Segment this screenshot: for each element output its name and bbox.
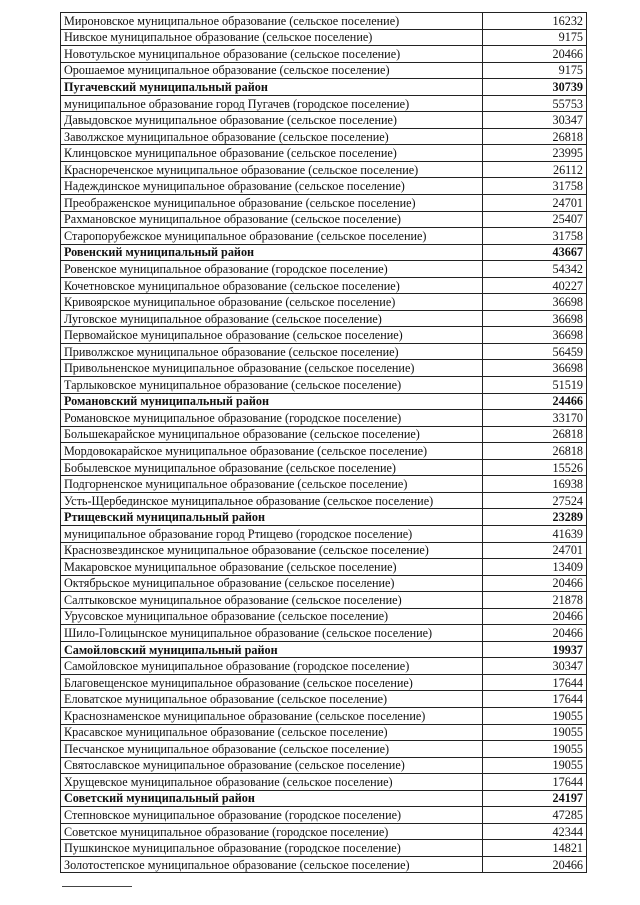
table-row: [61, 658, 587, 675]
district-row: [61, 79, 587, 96]
footnote-rule: [62, 886, 132, 887]
municipality-value: 20466: [483, 575, 587, 592]
municipality-name: Преображенское муниципальное образование (сельское поселение): [61, 195, 483, 212]
municipality-name: Красавское муниципальное образование (сельское поселение): [61, 724, 483, 741]
municipality-value: 17644: [483, 774, 587, 791]
district-name: Самойловский муниципальный район: [61, 641, 483, 658]
municipality-value: 23995: [483, 145, 587, 162]
municipality-value: 17644: [483, 674, 587, 691]
table-row: [61, 443, 587, 460]
municipality-value: 36698: [483, 310, 587, 327]
municipality-name: Надеждинское муниципальное образование (сельское поселение): [61, 178, 483, 195]
table-row: [61, 62, 587, 79]
table-row: [61, 360, 587, 377]
municipality-name: Макаровское муниципальное образование (сельское поселение): [61, 559, 483, 576]
municipality-name: муниципальное образование город Ртищево (городское поселение): [61, 525, 483, 542]
table-row: [61, 161, 587, 178]
district-name: Советский муниципальный район: [61, 790, 483, 807]
municipality-name: Салтыковское муниципальное образование (сельское поселение): [61, 592, 483, 609]
municipality-value: 26818: [483, 426, 587, 443]
table-row: [61, 707, 587, 724]
municipality-name: Заволжское муниципальное образование (сельское поселение): [61, 128, 483, 145]
table-row: [61, 277, 587, 294]
district-value: 30739: [483, 79, 587, 96]
municipality-name: Песчанское муниципальное образование (сельское поселение): [61, 741, 483, 758]
district-name: Пугачевский муниципальный район: [61, 79, 483, 96]
district-value: 24197: [483, 790, 587, 807]
table-row: [61, 261, 587, 278]
municipality-value: 31758: [483, 178, 587, 195]
municipality-name: Шило-Голицынское муниципальное образование (сельское поселение): [61, 625, 483, 642]
municipality-name: Ровенское муниципальное образование (городское поселение): [61, 261, 483, 278]
municipal-table: [60, 12, 587, 873]
municipality-value: 51519: [483, 377, 587, 394]
table-row: [61, 757, 587, 774]
municipality-name: Давыдовское муниципальное образование (сельское поселение): [61, 112, 483, 129]
table-row: [61, 29, 587, 46]
municipality-name: Святославское муниципальное образование (сельское поселение): [61, 757, 483, 774]
table-row: [61, 128, 587, 145]
table-row: [61, 410, 587, 427]
table-row: [61, 625, 587, 642]
district-value: 43667: [483, 244, 587, 261]
municipality-name: Мордовокарайское муниципальное образование (сельское поселение): [61, 443, 483, 460]
municipality-value: 36698: [483, 327, 587, 344]
table-row: [61, 807, 587, 824]
municipality-value: 55753: [483, 95, 587, 112]
municipality-value: 15526: [483, 459, 587, 476]
table-row: [61, 310, 587, 327]
table-row: [61, 774, 587, 791]
table-row: [61, 840, 587, 857]
district-row: [61, 509, 587, 526]
municipality-value: 13409: [483, 559, 587, 576]
municipality-name: Пушкинское муниципальное образование (городское поселение): [61, 840, 483, 857]
district-name: Ровенский муниципальный район: [61, 244, 483, 261]
municipality-name: Нивское муниципальное образование (сельское поселение): [61, 29, 483, 46]
table-row: [61, 46, 587, 63]
municipality-value: 54342: [483, 261, 587, 278]
municipality-name: Советское муниципальное образование (городское поселение): [61, 823, 483, 840]
municipality-name: муниципальное образование город Пугачев (городское поселение): [61, 95, 483, 112]
municipality-name: Привольненское муниципальное образование (сельское поселение): [61, 360, 483, 377]
municipality-value: 19055: [483, 741, 587, 758]
municipality-value: 14821: [483, 840, 587, 857]
municipality-value: 41639: [483, 525, 587, 542]
municipality-value: 19055: [483, 724, 587, 741]
municipality-value: 19055: [483, 707, 587, 724]
municipality-value: 47285: [483, 807, 587, 824]
municipality-name: Орошаемое муниципальное образование (сельское поселение): [61, 62, 483, 79]
municipality-name: Усть-Щербединское муниципальное образование (сельское поселение): [61, 492, 483, 509]
municipality-name: Первомайское муниципальное образование (сельское поселение): [61, 327, 483, 344]
municipality-name: Октябрьское муниципальное образование (сельское поселение): [61, 575, 483, 592]
municipality-value: 20466: [483, 608, 587, 625]
municipality-value: 30347: [483, 112, 587, 129]
district-value: 24466: [483, 393, 587, 410]
municipality-value: 20466: [483, 625, 587, 642]
municipality-value: 19055: [483, 757, 587, 774]
municipality-value: 9175: [483, 62, 587, 79]
table-row: [61, 823, 587, 840]
municipality-value: 40227: [483, 277, 587, 294]
municipality-value: 25407: [483, 211, 587, 228]
table-row: [61, 459, 587, 476]
district-name: Романовский муниципальный район: [61, 393, 483, 410]
table-row: [61, 608, 587, 625]
municipality-name: Кочетновское муниципальное образование (сельское поселение): [61, 277, 483, 294]
district-row: [61, 393, 587, 410]
municipality-name: Рахмановское муниципальное образование (сельское поселение): [61, 211, 483, 228]
table-row: [61, 95, 587, 112]
municipality-value: 26112: [483, 161, 587, 178]
table-row: [61, 476, 587, 493]
table-row: [61, 228, 587, 245]
municipality-name: Тарлыковское муниципальное образование (сельское поселение): [61, 377, 483, 394]
municipality-name: Клинцовское муниципальное образование (сельское поселение): [61, 145, 483, 162]
municipality-name: Урусовское муниципальное образование (сельское поселение): [61, 608, 483, 625]
table-row: [61, 741, 587, 758]
municipality-name: Новотульское муниципальное образование (сельское поселение): [61, 46, 483, 63]
table-row: [61, 525, 587, 542]
district-value: 23289: [483, 509, 587, 526]
municipality-value: 36698: [483, 360, 587, 377]
table-body: [61, 13, 587, 873]
table-row: [61, 674, 587, 691]
municipality-value: 16938: [483, 476, 587, 493]
municipality-value: 24701: [483, 542, 587, 559]
municipality-name: Хрущевское муниципальное образование (сельское поселение): [61, 774, 483, 791]
municipality-name: Еловатское муниципальное образование (сельское поселение): [61, 691, 483, 708]
table-row: [61, 112, 587, 129]
municipality-name: Подгорненское муниципальное образование (сельское поселение): [61, 476, 483, 493]
table-row: [61, 343, 587, 360]
table-row: [61, 211, 587, 228]
municipality-value: 30347: [483, 658, 587, 675]
municipality-value: 42344: [483, 823, 587, 840]
municipality-name: Бобылевское муниципальное образование (сельское поселение): [61, 459, 483, 476]
table-row: [61, 178, 587, 195]
municipality-value: 21878: [483, 592, 587, 609]
table-row: [61, 856, 587, 873]
table-row: [61, 426, 587, 443]
municipality-name: Степновское муниципальное образование (городское поселение): [61, 807, 483, 824]
municipality-name: Краснореченское муниципальное образование (сельское поселение): [61, 161, 483, 178]
table-row: [61, 13, 587, 30]
municipality-name: Самойловское муниципальное образование (городское поселение): [61, 658, 483, 675]
municipality-value: 9175: [483, 29, 587, 46]
municipality-name: Луговское муниципальное образование (сельское поселение): [61, 310, 483, 327]
municipality-name: Кривоярское муниципальное образование (сельское поселение): [61, 294, 483, 311]
municipality-value: 24701: [483, 195, 587, 212]
table-row: [61, 377, 587, 394]
district-name: Ртищевский муниципальный район: [61, 509, 483, 526]
district-row: [61, 244, 587, 261]
municipality-value: 56459: [483, 343, 587, 360]
table-row: [61, 492, 587, 509]
municipality-name: Золотостепское муниципальное образование (сельское поселение): [61, 856, 483, 873]
municipality-value: 36698: [483, 294, 587, 311]
municipality-value: 31758: [483, 228, 587, 245]
municipality-name: Старопорубежское муниципальное образование (сельское поселение): [61, 228, 483, 245]
table-row: [61, 195, 587, 212]
municipality-value: 26818: [483, 128, 587, 145]
table-row: [61, 559, 587, 576]
municipality-name: Благовещенское муниципальное образование (сельское поселение): [61, 674, 483, 691]
municipality-value: 16232: [483, 13, 587, 30]
municipality-value: 27524: [483, 492, 587, 509]
municipality-value: 33170: [483, 410, 587, 427]
municipality-name: Краснознаменское муниципальное образование (сельское поселение): [61, 707, 483, 724]
district-row: [61, 790, 587, 807]
table-row: [61, 327, 587, 344]
municipality-name: Романовское муниципальное образование (городское поселение): [61, 410, 483, 427]
municipality-name: Приволжское муниципальное образование (сельское поселение): [61, 343, 483, 360]
table-row: [61, 542, 587, 559]
municipality-value: 20466: [483, 46, 587, 63]
table-row: [61, 592, 587, 609]
table-row: [61, 145, 587, 162]
district-row: [61, 641, 587, 658]
municipality-name: Большекарайское муниципальное образование (сельское поселение): [61, 426, 483, 443]
municipality-value: 26818: [483, 443, 587, 460]
municipality-value: 20466: [483, 856, 587, 873]
district-value: 19937: [483, 641, 587, 658]
table-row: [61, 724, 587, 741]
municipality-name: Мироновское муниципальное образование (сельское поселение): [61, 13, 483, 30]
table-row: [61, 691, 587, 708]
municipality-name: Краснозвездинское муниципальное образование (сельское поселение): [61, 542, 483, 559]
table-row: [61, 575, 587, 592]
municipality-value: 17644: [483, 691, 587, 708]
table-row: [61, 294, 587, 311]
